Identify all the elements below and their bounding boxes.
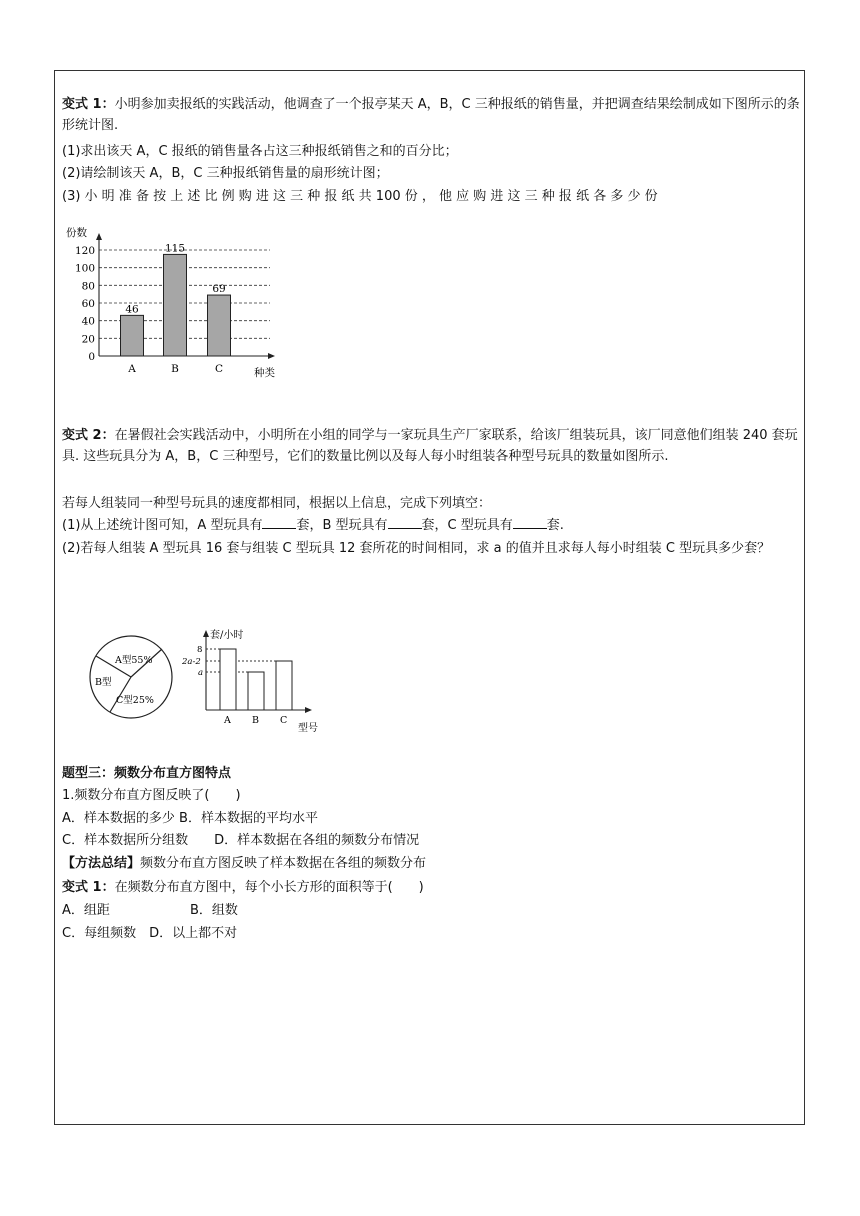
section3-title: 题型三：频数分布直方图特点: [62, 766, 232, 781]
toy-speed-bar-chart: [180, 628, 330, 734]
variant1-q1: (1)求出该天 A，C 报纸的销售量各占这三种报纸销售之和的百分比；: [62, 144, 458, 159]
newspaper-bar-chart: [62, 222, 288, 380]
bar1-value-A: 46: [125, 303, 139, 316]
variant2-q1: (1)从上述统计图可知，A 型玩具有 套，B 型玩具有 套，C 型玩具有 套.: [62, 518, 564, 533]
pie-label-a: A型55%: [115, 655, 153, 666]
pie-label-c: C型25%: [116, 695, 154, 706]
bar1-value-B: 115: [164, 242, 186, 255]
bar1-ytick-20: 20: [81, 333, 95, 346]
variant2-q2: (2)若每人组装 A 型玩具 16 套与组装 C 型玩具 12 套所花的时间相同，求 a 的值并且求每人每小时组装 C 型玩具多少套？: [62, 541, 771, 556]
bar1-cat-A: A: [128, 363, 136, 375]
bar1-ytick-100: 100: [74, 262, 95, 275]
bar2-bar-c: [276, 661, 292, 710]
pie-label-b: B型: [95, 677, 112, 688]
bar2-y-arrow: [203, 630, 209, 637]
section3-options-cd: C．样本数据所分组数 D．样本数据在各组的频数分布情况: [62, 833, 420, 848]
bar1-value-C: 69: [212, 283, 226, 296]
bar1-bar-A: [121, 315, 144, 356]
bar2-ylabel: 套/小时: [210, 630, 244, 641]
bar1-xlabel: 种类: [254, 367, 275, 379]
bar2-tick-a: a: [198, 668, 204, 678]
bar2-cat-c: C: [280, 715, 288, 726]
section3-variant1-options-cd: C．每组频数 D．以上都不对: [62, 926, 238, 941]
bar2-bar-a: [220, 649, 236, 710]
section3-variant1-options-ab: A．组距 B．组数: [62, 903, 238, 918]
bar1-bar-C: [208, 295, 231, 356]
bar2-cat-b: B: [252, 715, 259, 726]
bar2-bar-b: [248, 672, 264, 710]
bar2-cat-a: A: [224, 715, 231, 726]
section3-options-ab: A．样本数据的多少 B．样本数据的平均水平: [62, 811, 318, 826]
variant1-q3: (3) 小 明 准 备 按 上 述 比 例 购 进 这 三 种 报 纸 共 100 份 ， 他 应 购 进 这 三 种 报 纸 各 多 少 份: [62, 189, 658, 204]
bar1-bar-B: [164, 254, 187, 356]
variant1-q2: (2)请绘制该天 A，B，C 三种报纸销售量的扇形统计图；: [62, 166, 389, 181]
bar2-xlabel: 型号: [298, 723, 318, 734]
variant1-intro: 变式 1：小明参加卖报纸的实践活动，他调查了一个报亭某天 A，B，C 三种报纸的销售量，并把调查结果绘制成如下图所示的条形统计图.: [62, 97, 800, 133]
variant2-line2: 若每人组装同一种型号玩具的速度都相同，根据以上信息，完成下列填空：: [62, 496, 492, 511]
bar1-ytick-60: 60: [81, 298, 95, 310]
section3-question: 1.频数分布直方图反映了( ): [62, 788, 241, 803]
bar1-ylabel: 份数: [66, 227, 87, 239]
bar2-tick-2a2: 2a-2: [182, 657, 201, 667]
bar1-ytick-40: 40: [81, 315, 95, 328]
bar2-tick-8: 8: [197, 645, 203, 655]
bar1-ytick-120: 120: [74, 245, 95, 257]
bar2-x-arrow: [305, 707, 312, 713]
section3-variant1: 变式 1：在频数分布直方图中，每个小长方形的面积等于( ): [62, 880, 424, 895]
variant2-intro: 变式 2：在暑假社会实践活动中，小明所在小组的同学与一家玩具生产厂家联系，给该厂组装玩具，该厂同意他们组装 240 套玩具. 这些玩具分为 A，B，C 三种型号，它们的数量比例以及每人每小时组装各种型号玩具的数量如图所示.: [62, 428, 798, 464]
bar1-ytick-80: 80: [81, 280, 95, 293]
bar1-cat-C: C: [214, 363, 224, 375]
bar1-cat-B: B: [171, 363, 179, 375]
bar1-ytick-0: 0: [88, 351, 95, 363]
method-summary: 【方法总结】频数分布直方图反映了样本数据在各组的频数分布: [62, 856, 427, 871]
toy-pie-chart: [86, 632, 176, 722]
